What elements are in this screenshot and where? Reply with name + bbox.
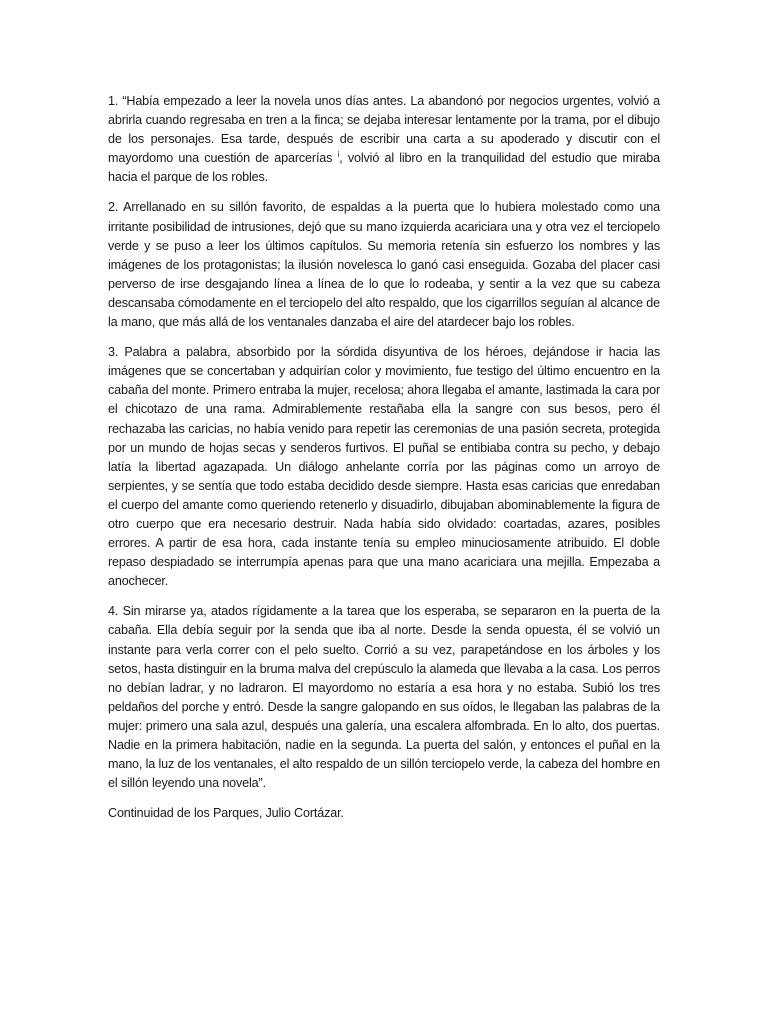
document-page bbox=[108, 92, 660, 823]
paragraph-1-text: 1. “Había empezado a leer la novela unos días antes. La abandonó por negocios urgentes, volvió a abrirla cuando regresaba en tren a la finca; se dejaba interesar lentamente por la trama, por el dibujo de los personajes. Esa tarde, después de escribir una carta a su apoderado y discutir con el mayordomo una cuestión de aparcerías bbox=[108, 94, 660, 166]
paragraph-2: 2. Arrellanado en su sillón favorito, de espaldas a la puerta que lo hubiera molestado como una irritante posibilidad de intrusiones, dejó que su mano izquierda acariciara una y otra vez el terciopelo verde y se puso a leer los últimos capítulos. Su memoria retenía sin esfuerzo los nombres y las imágenes de los protagonistas; la ilusión novelesca lo ganó casi enseguida. Gozaba del placer casi perverso de irse desgajando línea a línea de lo que lo rodeaba, y sentir a la vez que su cabeza descansaba cómodamente en el terciopelo del alto respaldo, que los cigarrillos seguían al alcance de la mano, que más allá de los ventanales danzaba el aire del atardecer bajo los robles. bbox=[108, 200, 660, 330]
footnote-marker: i bbox=[337, 150, 340, 160]
source-credit: Continuidad de los Parques, Julio Cortázar. bbox=[108, 806, 344, 821]
paragraph-1 bbox=[108, 92, 660, 187]
paragraph-4: 4. Sin mirarse ya, atados rígidamente a la tarea que los esperaba, se separaron en la puerta de la cabaña. Ella debía seguir por la senda que iba al norte. Desde la senda opuesta, él se volvió un instante para verla correr con el pelo suelto. Corrió a su vez, parapetándose en los árboles y los setos, hasta distinguir en la bruma malva del crepúsculo la alameda que llevaba a la casa. Los perros no debían ladrar, y no ladraron. El mayordomo no estaría a esa hora y no estaba. Subió los tres peldaños del porche y entró. Desde la sangre galopando en sus oídos, le llegaban las palabras de la mujer: primero una sala azul, después una galería, una escalera alfombrada. En lo alto, dos puertas. Nadie en la primera habitación, nadie en la segunda. La puerta del salón, y entonces el puñal en la mano, la luz de los ventanales, el alto respaldo de un sillón terciopelo verde, la cabeza del hombre en el sillón leyendo una novela”. bbox=[108, 604, 660, 791]
paragraph-1-text-continued: , volvió al libro en la tranquilidad del estudio que miraba hacia el parque de los robles. bbox=[108, 151, 660, 185]
paragraph-3: 3. Palabra a palabra, absorbido por la sórdida disyuntiva de los héroes, dejándose ir hacia las imágenes que se concertaban y adquirían color y movimiento, fue testigo del último encuentro en la cabaña del monte. Primero entraba la mujer, recelosa; ahora llegaba el amante, lastimada la cara por el chicotazo de una rama. Admirablemente restañaba ella la sangre con sus besos, pero él rechazaba las caricias, no había venido para repetir las ceremonias de una pasión secreta, protegida por un mundo de hojas secas y senderos furtivos. El puñal se entibiaba contra su pecho, y debajo latía la libertad agazapada. Un diálogo anhelante corría por las páginas como un arroyo de serpientes, y se sentía que todo estaba decidido desde siempre. Hasta esas caricias que enredaban el cuerpo del amante como queriendo retenerlo y disuadirlo, dibujaban abominablemente la figura de otro cuerpo que era necesario destruir. Nada había sido olvidado: coartadas, azares, posibles errores. A partir de esa hora, cada instante tenía su empleo minuciosamente atribuido. El doble repaso despiadado se interrumpía apenas para que una mano acariciara una mejilla. Empezaba a anochecer. bbox=[108, 345, 660, 589]
